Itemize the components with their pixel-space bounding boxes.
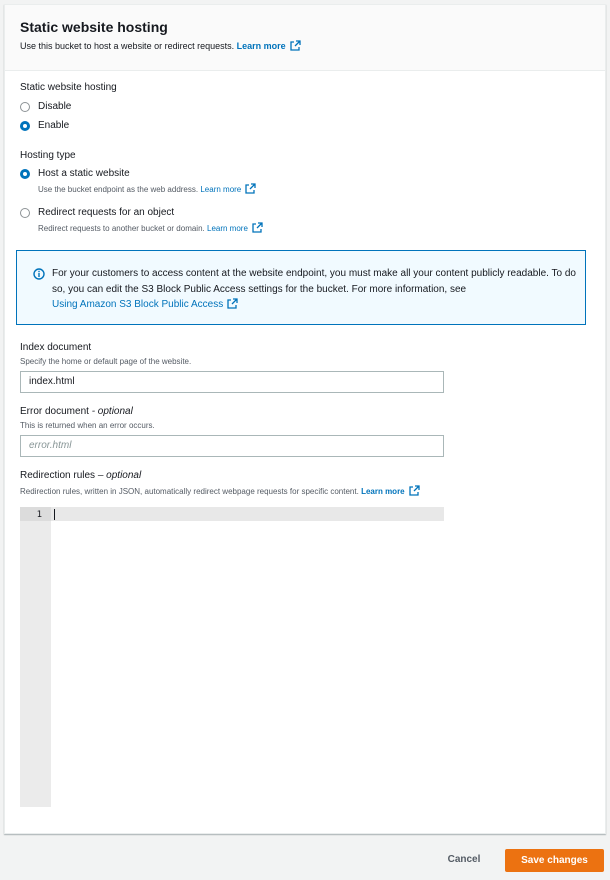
line-number: 1 xyxy=(36,510,42,520)
redirect-learn-more[interactable]: Learn more xyxy=(207,224,248,233)
redirection-rules-label-text: Redirection rules xyxy=(20,470,96,481)
optional-tag: – optional xyxy=(97,470,142,481)
external-link-icon[interactable] xyxy=(227,298,238,309)
redirect-description xyxy=(38,222,263,233)
editor-active-line[interactable] xyxy=(51,507,444,521)
cancel-button[interactable]: Cancel xyxy=(447,854,481,865)
panel-header xyxy=(5,5,605,71)
optional-tag: - optional xyxy=(91,406,133,417)
redirect-radio[interactable] xyxy=(20,208,30,218)
error-document-label xyxy=(20,406,133,417)
external-link-icon[interactable] xyxy=(245,183,256,194)
host-static-label[interactable]: Host a static website xyxy=(38,168,130,179)
page-title: Static website hosting xyxy=(20,19,168,35)
error-document-label-text: Error document xyxy=(20,406,89,417)
host-static-desc-text: Use the bucket endpoint as the web address. xyxy=(38,185,199,194)
host-static-radio[interactable] xyxy=(20,169,30,179)
learn-more-link[interactable]: Learn more xyxy=(236,41,286,51)
redirection-learn-more[interactable]: Learn more xyxy=(361,487,405,496)
description-text: Use this bucket to host a website or redirect requests. xyxy=(20,41,235,51)
hosting-label: Static website hosting xyxy=(20,82,117,93)
info-body: For your customers to access content at the website endpoint, you must make all your content publicly readable. To do so, you can edit the S3 Block Public Access settings for the bucket. For more information, see xyxy=(52,268,576,295)
redirection-rules-editor[interactable] xyxy=(20,507,444,807)
external-link-icon[interactable] xyxy=(290,40,301,51)
index-document-description: Specify the home or default page of the website. xyxy=(20,357,192,366)
host-static-learn-more[interactable]: Learn more xyxy=(200,185,242,194)
host-static-description xyxy=(38,183,256,194)
external-link-icon[interactable] xyxy=(409,485,420,496)
index-document-input[interactable]: index.html xyxy=(20,371,444,393)
redirection-rules-description xyxy=(20,485,420,496)
disable-radio[interactable] xyxy=(20,102,30,112)
info-alert xyxy=(16,250,586,325)
info-text xyxy=(52,266,577,313)
error-document-description: This is returned when an error occurs. xyxy=(20,421,155,430)
index-document-label: Index document xyxy=(20,342,92,353)
editor-gutter xyxy=(20,507,51,807)
disable-label[interactable]: Disable xyxy=(38,101,72,112)
text-cursor xyxy=(54,509,55,520)
enable-label[interactable]: Enable xyxy=(38,120,70,131)
redirection-rules-label xyxy=(20,470,141,481)
redirection-desc-text: Redirection rules, written in JSON, automatically redirect webpage requests for specific content. xyxy=(20,487,359,496)
redirect-label[interactable]: Redirect requests for an object xyxy=(38,207,175,218)
redirect-desc-text: Redirect requests to another bucket or domain. xyxy=(38,224,205,233)
external-link-icon[interactable] xyxy=(252,222,263,233)
info-icon xyxy=(33,268,45,280)
hosting-type-label: Hosting type xyxy=(20,150,76,161)
save-changes-button[interactable]: Save changes xyxy=(505,849,604,872)
panel-description xyxy=(20,40,301,51)
enable-radio[interactable] xyxy=(20,121,30,131)
error-document-input[interactable]: error.html xyxy=(20,435,444,457)
block-public-access-link[interactable]: Using Amazon S3 Block Public Access xyxy=(52,299,224,310)
